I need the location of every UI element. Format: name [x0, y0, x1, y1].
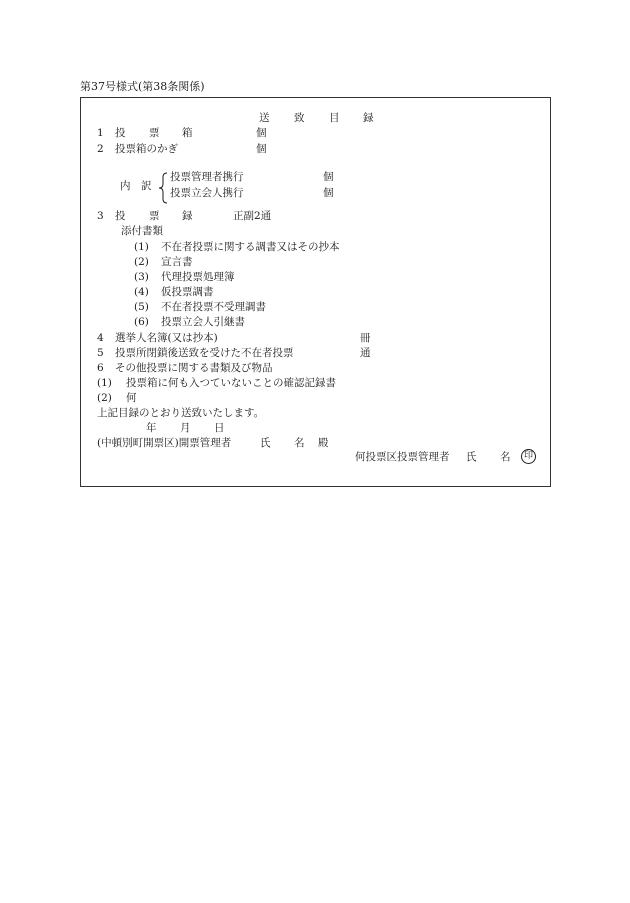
attached-item-text: 宣言書 [161, 256, 193, 268]
title-char-2: 致 [294, 112, 305, 124]
seal-icon: 印 [521, 449, 536, 464]
sender-title: 何投票区投票管理者 [355, 451, 450, 463]
title-char-4: 録 [363, 112, 374, 124]
addressee-honorific: 殿 [318, 437, 329, 449]
date-year: 年 [146, 422, 157, 434]
title-char-1: 送 [259, 112, 270, 124]
attached-item-number: (6) [134, 316, 149, 328]
item-4-name: 選挙人名簿(又は抄本) [115, 332, 218, 344]
breakdown-row-2-unit: 個 [323, 187, 334, 199]
other-item-number: (2) [97, 392, 112, 404]
attached-item-number: (2) [134, 256, 149, 268]
item-3-name-char-2: 票 [149, 210, 160, 222]
attached-item-text: 投票立会人引継書 [161, 316, 245, 328]
sender-mei: 名 [500, 451, 511, 463]
item-1-name-char-1: 投 [115, 127, 126, 139]
addressee-shi: 氏 [260, 437, 271, 449]
attached-item-text: 不在者投票に関する調書又はその抄本 [161, 241, 340, 253]
item-6-name: その他投票に関する書類及び物品 [115, 362, 273, 374]
item-5-number: 5 [97, 347, 104, 359]
title-char-3: 目 [329, 112, 340, 124]
breakdown-row-1-unit: 個 [323, 171, 334, 183]
brace-icon [158, 172, 168, 204]
other-item-text: 投票箱に何も入つていないことの確認記録書 [126, 377, 336, 389]
item-2-name: 投票箱のかぎ [115, 143, 178, 155]
attached-heading: 添付書類 [121, 225, 163, 237]
item-1-number: 1 [97, 127, 104, 139]
item-1-name-char-3: 箱 [182, 127, 193, 139]
breakdown-row-2: 投票立会人携行 [170, 187, 244, 199]
closing-statement: 上記目録のとおり送致いたします。 [97, 407, 265, 419]
attached-item-number: (3) [134, 271, 149, 283]
breakdown-label-char-1: 内 [120, 180, 131, 192]
addressee-title: (中頓別町開票区)開票管理者 [97, 437, 232, 449]
attached-item-number: (5) [134, 301, 149, 313]
item-1-name-char-2: 票 [149, 127, 160, 139]
date-month: 月 [180, 422, 191, 434]
item-1-unit: 個 [256, 127, 267, 139]
item-4-unit: 冊 [360, 332, 371, 344]
attached-item-text: 仮投票調書 [161, 286, 214, 298]
item-4-number: 4 [97, 332, 104, 344]
item-3-number: 3 [97, 210, 104, 222]
attached-item-number: (4) [134, 286, 149, 298]
item-6-number: 6 [97, 362, 104, 374]
attached-item-text: 不在者投票不受理調書 [161, 301, 266, 313]
attached-item-text: 代理投票処理簿 [161, 271, 235, 283]
other-item-number: (1) [97, 377, 112, 389]
date-day: 日 [214, 422, 225, 434]
item-3-name-char-1: 投 [115, 210, 126, 222]
breakdown-label-char-2: 訳 [141, 180, 152, 192]
item-2-number: 2 [97, 143, 104, 155]
sender-shi: 氏 [466, 451, 477, 463]
addressee-mei: 名 [294, 437, 305, 449]
item-3-copies: 正副2通 [233, 210, 272, 222]
form-number-label: 第37号様式(第38条関係) [80, 80, 205, 93]
other-item-text: 何 [126, 392, 137, 404]
item-2-unit: 個 [256, 143, 267, 155]
breakdown-row-1: 投票管理者携行 [170, 171, 244, 183]
item-5-name: 投票所閉鎖後送致を受けた不在者投票 [115, 347, 294, 359]
attached-item-number: (1) [134, 241, 149, 253]
item-3-name-char-3: 録 [182, 210, 193, 222]
item-5-unit: 通 [360, 347, 371, 359]
